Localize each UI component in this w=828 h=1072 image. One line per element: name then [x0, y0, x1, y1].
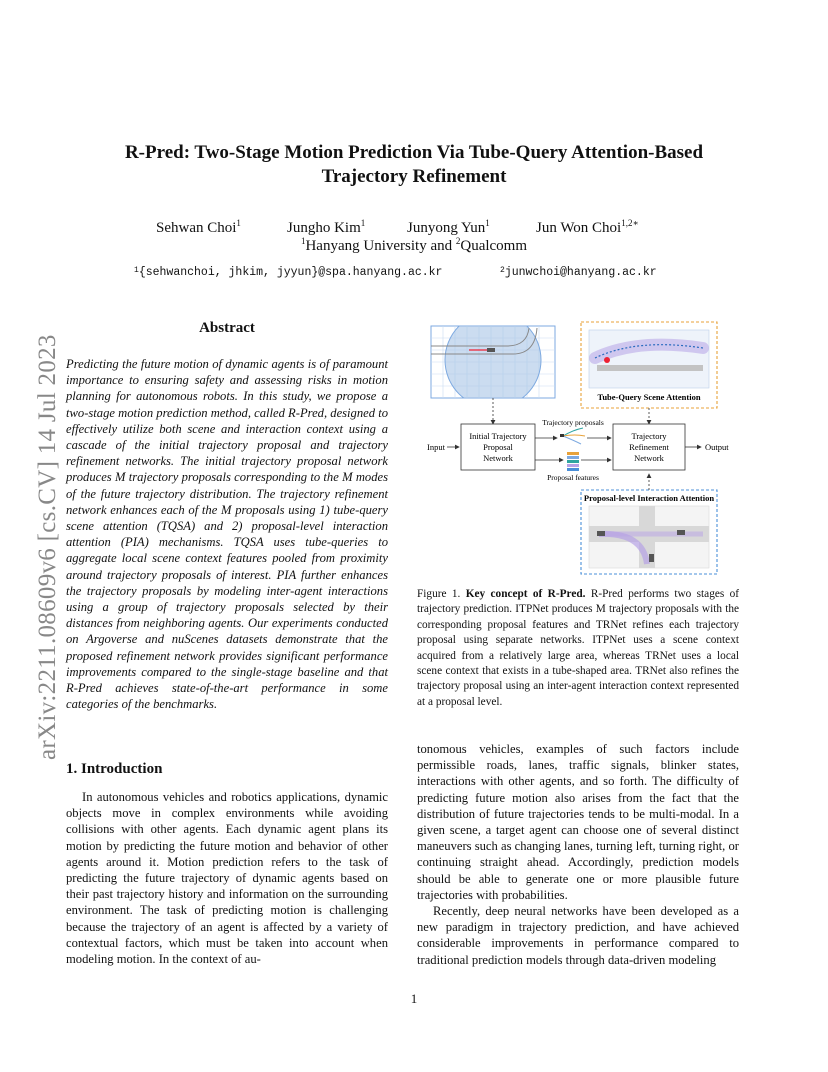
- author-2: Jungho Kim$^1$: [287, 218, 366, 236]
- proposal-features-icon: [567, 452, 579, 471]
- itp-label-line-3: Network: [483, 453, 513, 463]
- tr-label-line-1: Trajectory: [631, 431, 667, 441]
- arxiv-identifier: arXiv:2211.08609v6 [cs.CV] 14 Jul 2023: [34, 334, 61, 760]
- author-1: Sehwan Choi$^1$: [156, 218, 241, 236]
- proposal-level-interaction-attention-box: [581, 490, 717, 574]
- email-group-1: $^1$ {sehwanchoi, jhkim, jyyun}@spa.hanyang.ac.kr: [134, 266, 443, 279]
- intro-paragraph-2: tonomous vehicles, examples of such factors include permissible roads, lanes, traffic signals, blinker states, interactions with other agents, and so forth. The difficulty of predicting future motion also arises from the fact that the distribution of future trajectories tends to be multi-modal. In a given scene, a target agent can choose one of several distinct maneuvers such as changing lanes, turning left, turning right, or continuing straight ahead. Accordingly, prediction models should be able to generate one or more plausible future trajectories with probabilities.: [417, 742, 739, 902]
- output-label: Output: [705, 442, 729, 452]
- abstract-heading: Abstract: [199, 320, 255, 336]
- email-group-2: $^2$ junwchoi@hanyang.ac.kr: [500, 266, 657, 279]
- scene-context-panel: [431, 318, 555, 408]
- affiliation: $^1$Hanyang University and $^2$Qualcomm: [300, 236, 528, 254]
- initial-trajectory-proposal-network-box: [461, 424, 535, 470]
- figure-1: [417, 318, 741, 578]
- section-heading-introduction: 1. Introduction: [66, 761, 163, 777]
- figure-1-caption: Figure 1. Key concept of R-Pred. R-Pred performs two stages of trajectory prediction. ITPNet produces M trajectory proposals with the corresponding proposal features and TRNet refines each trajectory proposal using separate networks. ITPNet uses a scene context acquired from a relatively large area, whereas TRNet uses a local scene context that exists in a tube-shaped area. TRNet also refines the trajectory proposal using an inter-agent interaction context represented at a proposal level.: [417, 588, 740, 708]
- abstract-body: Predicting the future motion of dynamic agents is of paramount importance to ensuring safety and assessing risks in motion planning for autonomous robots. In this study, we propose a two-stage motion prediction method, called R-Pred, designed to effectively utilize both scene and interaction context using a cascade of the initial trajectory proposal and trajectory refinement networks. The initial trajectory proposal network produces M trajectory proposals corresponding to the M modes of the future trajectory distribution. The trajectory refinement network enhances each of the M proposals using 1) tube-query scene attention (TQSA) and 2) proposal-level interaction attention (PIA) mechanisms. TQSA uses tube-queries to aggregate local scene context features pooled from proximity around trajectory proposals of interest. PIA further enhances the trajectory proposals by modeling inter-agent interactions using a group of trajectory proposals selected by their distances from neighboring agents. Our experiments conducted on Argoverse and nuScenes datasets demonstrate that the proposed refinement network provides significant performance improvements compared to the single-stage baseline and that R-Pred achieves state-of-the-art performance in some categories of the benchmarks.: [66, 357, 388, 712]
- page-number: 1: [410, 991, 418, 1006]
- intro-paragraph-3: Recently, deep neural networks have been developed as a new paradigm in trajectory prediction, and have achieved considerable improvements in performance compared to traditional prediction models through data-driven modeling: [417, 904, 739, 967]
- tr-label-line-2: Refinement: [629, 442, 669, 452]
- trajectory-proposals-icon: [560, 428, 585, 444]
- author-3: Junyong Yun$^1$: [407, 218, 490, 236]
- trajectory-proposals-label: Trajectory proposals: [542, 418, 604, 427]
- tube-query-scene-attention-box: [581, 322, 717, 408]
- proposal-features-label: Proposal features: [547, 473, 599, 482]
- tqsa-label: Tube-Query Scene Attention: [597, 392, 701, 402]
- author-4: Jun Won Choi$^{1,2∗}$: [536, 218, 639, 236]
- intro-paragraph-1: In autonomous vehicles and robotics applications, dynamic objects move in complex environments while avoiding collisions with other agents. Each dynamic agent plans its motion by predicting the future motion and behavior of other agents around it. Motion prediction refers to the task of predicting the future trajectory of dynamic agents based on their past trajectory history and information on the surrounding environment. The task of predicting motion is challenging because the trajectory of an agent is affected by a variety of contextual factors, which must be taken into account when modeling motion. In the context of au-: [66, 790, 388, 967]
- input-label: Input: [427, 442, 445, 452]
- trajectory-refinement-network-box: [613, 424, 685, 470]
- itp-label-line-1: Initial Trajectory: [469, 431, 527, 441]
- tr-label-line-3: Network: [634, 453, 664, 463]
- itp-label-line-2: Proposal: [483, 442, 513, 452]
- intro-right-column: [417, 741, 739, 968]
- pia-label: Proposal-level Interaction Attention: [583, 493, 715, 503]
- title-line-1: R-Pred: Two-Stage Motion Prediction Via Tube-Query Attention-Based: [124, 142, 704, 163]
- paper-title: [0, 141, 828, 189]
- figure-diagram: [417, 318, 741, 578]
- title-line-2: Trajectory Refinement: [321, 166, 507, 187]
